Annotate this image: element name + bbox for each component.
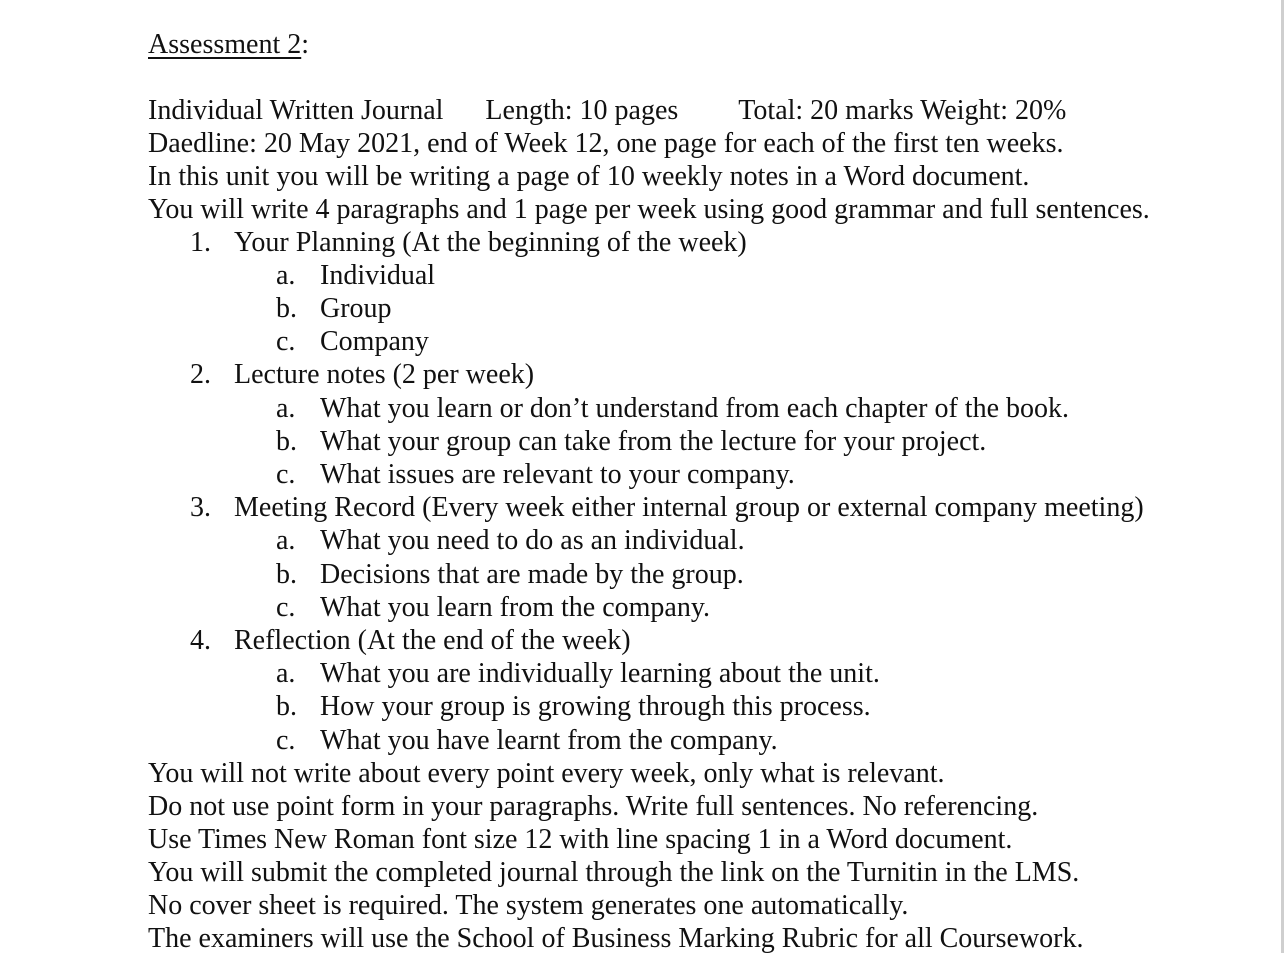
intro-line: You will write 4 paragraphs and 1 page per week using good grammar and full sentences. bbox=[148, 194, 1150, 225]
sub-letter: b. bbox=[276, 293, 297, 324]
intro-line: Daedline: 20 May 2021, end of Week 12, one page for each of the first ten weeks. bbox=[148, 128, 1064, 159]
meta-journal: Individual Written Journal bbox=[148, 95, 444, 126]
list-number: 1. bbox=[190, 227, 211, 258]
sub-item bbox=[276, 325, 429, 358]
list-number: 4. bbox=[190, 625, 211, 656]
list-item bbox=[190, 358, 534, 391]
sub-item bbox=[276, 724, 778, 757]
list-number: 2. bbox=[190, 359, 211, 390]
sub-item-text: Decisions that are made by the group. bbox=[320, 559, 744, 590]
sub-item-text: What issues are relevant to your company. bbox=[320, 459, 795, 490]
sub-item-text: What you need to do as an individual. bbox=[320, 525, 745, 556]
list-item-text: Meeting Record (Every week either internal group or external company meeting) bbox=[234, 492, 1144, 523]
sub-letter: a. bbox=[276, 260, 296, 291]
sub-letter: c. bbox=[276, 725, 296, 756]
outro-line: Do not use point form in your paragraphs. Write full sentences. No referencing. bbox=[148, 791, 1039, 822]
sub-letter: b. bbox=[276, 691, 297, 722]
sub-letter: c. bbox=[276, 326, 296, 357]
sub-letter: b. bbox=[276, 426, 297, 457]
list-item bbox=[190, 491, 1144, 524]
sub-item-text: What you are individually learning about the unit. bbox=[320, 658, 880, 689]
sub-item bbox=[276, 458, 795, 491]
sub-item-text: What you learn or don’t understand from each chapter of the book. bbox=[320, 393, 1069, 424]
title-text: Assessment 2 bbox=[148, 29, 302, 60]
sub-item bbox=[276, 591, 710, 624]
sub-item bbox=[276, 524, 745, 557]
document-title bbox=[148, 28, 309, 61]
outro-line: No cover sheet is required. The system generates one automatically. bbox=[148, 890, 909, 921]
sub-item-text: Company bbox=[320, 326, 429, 357]
title-colon: : bbox=[301, 29, 310, 60]
sub-letter: b. bbox=[276, 559, 297, 590]
list-item-text: Your Planning (At the beginning of the week) bbox=[234, 227, 747, 258]
sub-letter: a. bbox=[276, 525, 296, 556]
outro-line: The examiners will use the School of Business Marking Rubric for all Coursework. bbox=[148, 923, 1084, 953]
outro-line: You will not write about every point every week, only what is relevant. bbox=[148, 758, 945, 789]
sub-item-text: What your group can take from the lecture for your project. bbox=[320, 426, 987, 457]
sub-item bbox=[276, 292, 392, 325]
list-item bbox=[190, 624, 631, 657]
sub-item bbox=[276, 657, 880, 690]
sub-item bbox=[276, 558, 744, 591]
sub-item bbox=[276, 690, 871, 723]
assessment-meta bbox=[148, 94, 1066, 127]
sub-item bbox=[276, 425, 986, 458]
sub-item bbox=[276, 392, 1069, 425]
sub-item-text: Group bbox=[320, 293, 392, 324]
list-number: 3. bbox=[190, 492, 211, 523]
sub-letter: a. bbox=[276, 393, 296, 424]
sub-item-text: What you have learnt from the company. bbox=[320, 725, 778, 756]
meta-total: Total: 20 marks Weight: 20% bbox=[738, 95, 1067, 126]
outro-line: You will submit the completed journal through the link on the Turnitin in the LMS. bbox=[148, 857, 1080, 888]
list-item bbox=[190, 226, 747, 259]
outro-line: Use Times New Roman font size 12 with line spacing 1 in a Word document. bbox=[148, 824, 1013, 855]
sub-letter: c. bbox=[276, 592, 296, 623]
sub-item-text: How your group is growing through this process. bbox=[320, 691, 871, 722]
sub-item-text: What you learn from the company. bbox=[320, 592, 711, 623]
meta-length: Length: 10 pages bbox=[485, 95, 679, 126]
sub-item-text: Individual bbox=[320, 260, 436, 291]
list-item-text: Lecture notes (2 per week) bbox=[234, 359, 535, 390]
list-item-text: Reflection (At the end of the week) bbox=[234, 625, 631, 656]
sub-letter: a. bbox=[276, 658, 296, 689]
sub-letter: c. bbox=[276, 459, 296, 490]
sub-item bbox=[276, 259, 435, 292]
intro-line: In this unit you will be writing a page of 10 weekly notes in a Word document. bbox=[148, 161, 1030, 192]
